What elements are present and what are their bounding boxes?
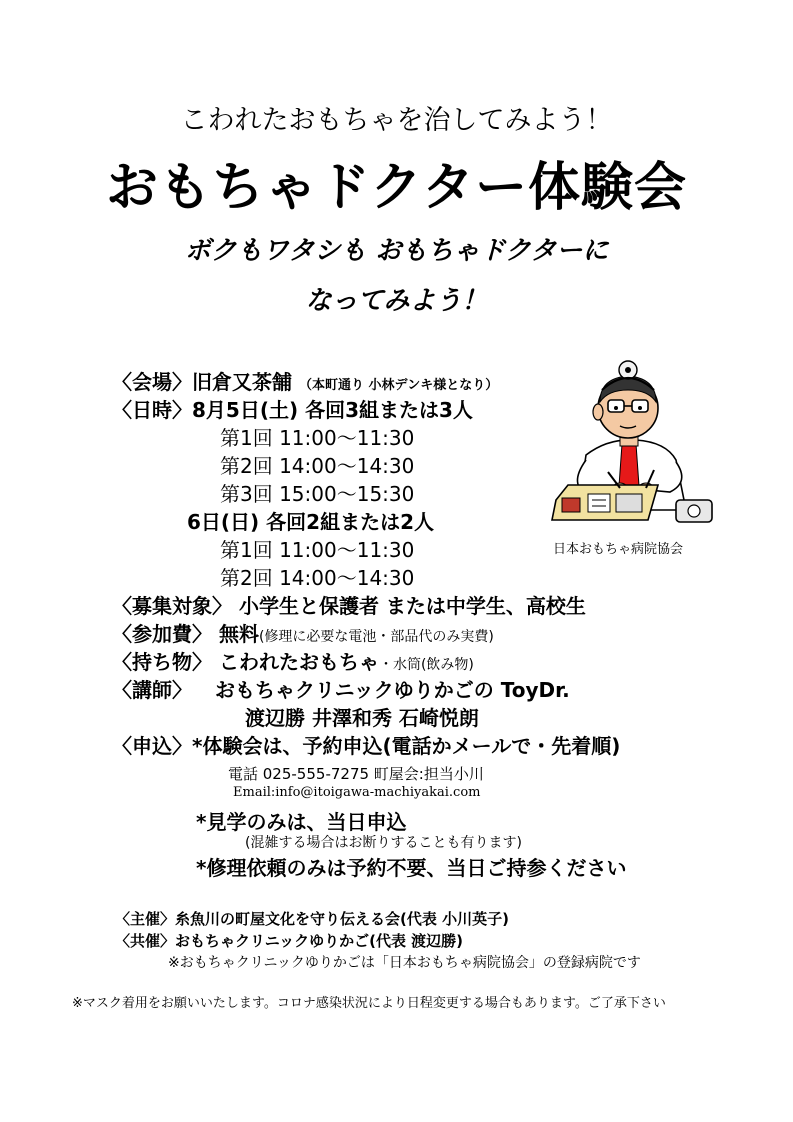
fee-value: 無料	[218, 622, 259, 646]
apply-phone: 電話 025-555-7275 町屋会:担当小川	[228, 765, 484, 783]
schedule-row	[112, 394, 473, 423]
instructor-row	[112, 674, 570, 703]
session-day1-1: 第1回 11:00〜11:30	[220, 426, 415, 450]
apply-label: 〈申込〉	[112, 734, 192, 758]
session-day2-1: 第1回 11:00〜11:30	[220, 538, 415, 562]
apply-tour-note: (混雑する場合はお断りすることも有ります)	[245, 835, 522, 851]
tagline-line-2: なってみよう！	[305, 286, 488, 316]
illustration-caption: 日本おもちゃ病院協会	[553, 542, 684, 557]
organizer-host: 〈主催〉糸魚川の町屋文化を守り伝える会(代表 小川英子)	[115, 910, 509, 928]
page-title: おもちゃドクター体験会	[106, 158, 687, 218]
organizer-note: ※おもちゃクリニックゆりかごは「日本おもちゃ病院協会」の登録病院です	[168, 955, 641, 971]
bring-note: ・水筒(飲み物)	[378, 657, 474, 673]
instructor-names: 渡辺勝 井澤和秀 石崎悦朗	[245, 706, 479, 730]
venue-name: 旧倉又茶舗	[192, 370, 292, 394]
fee-row	[112, 618, 494, 647]
venue-label: 〈会場〉	[112, 370, 192, 394]
session-day1-3: 第3回 15:00〜15:30	[220, 482, 415, 506]
tagline-line-1: ボクもワタシも おもちゃドクターに	[184, 236, 609, 266]
toy-doctor-illustration	[548, 360, 723, 525]
target-value: 小学生と保護者 または中学生、高校生	[238, 594, 586, 618]
fee-label: 〈参加費〉	[112, 622, 212, 646]
schedule-label: 〈日時〉	[112, 398, 192, 422]
venue-row	[112, 366, 498, 395]
fee-note: (修理に必要な電池・部品代のみ実費)	[258, 629, 494, 645]
target-label: 〈募集対象〉	[112, 594, 232, 618]
bring-row	[112, 646, 474, 675]
apply-repair: *修理依頼のみは予約不要、当日ご持参ください	[196, 856, 627, 880]
apply-row	[112, 730, 620, 759]
venue-note: （本町通り 小林デンキ様となり）	[298, 378, 499, 393]
footer-notice: ※マスク着用をお願いいたします。コロナ感染状況により日程変更する場合もあります。ご了承下さい	[72, 996, 666, 1011]
bring-label: 〈持ち物〉	[112, 650, 212, 674]
apply-email: Email:info@itoigawa-machiyakai.com	[233, 785, 481, 800]
schedule-day2: 6日(日) 各回2組または2人	[187, 510, 434, 534]
subtitle: こわれたおもちゃを治してみよう！	[180, 105, 613, 136]
apply-tour: *見学のみは、当日申込	[196, 810, 407, 834]
session-day2-2: 第2回 14:00〜14:30	[220, 566, 415, 590]
instructor-org: おもちゃクリニックゆりかごの ToyDr.	[214, 678, 570, 702]
organizer-cohost: 〈共催〉おもちゃクリニックゆりかご(代表 渡辺勝)	[115, 932, 464, 950]
apply-value: *体験会は、予約申込(電話かメールで・先着順)	[192, 734, 621, 758]
schedule-day1: 8月5日(土) 各回3組または3人	[192, 398, 473, 422]
session-day1-2: 第2回 14:00〜14:30	[220, 454, 415, 478]
bring-value: こわれたおもちゃ	[218, 650, 379, 674]
target-row	[112, 590, 586, 619]
instructor-label: 〈講師〉	[112, 678, 192, 702]
